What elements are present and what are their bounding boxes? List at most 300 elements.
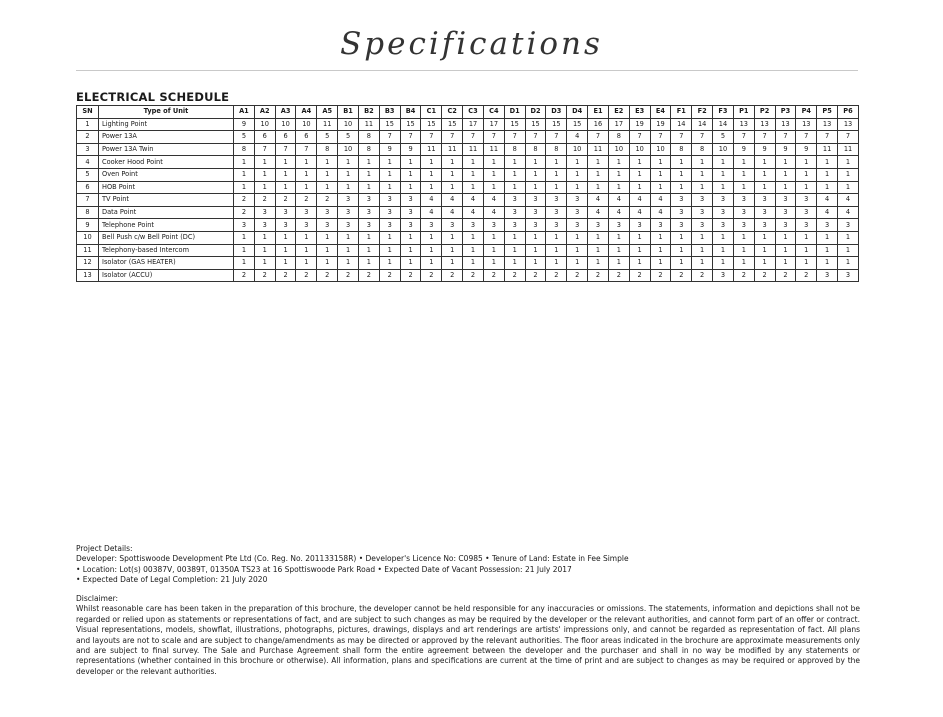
table-cell: 3 <box>358 219 379 232</box>
table-cell: 1 <box>421 181 442 194</box>
project-details-label: Project Details: <box>76 544 133 553</box>
table-cell: 1 <box>629 181 650 194</box>
table-cell: 1 <box>588 231 609 244</box>
table-cell: 1 <box>629 257 650 270</box>
table-cell: 10 <box>254 118 275 131</box>
table-row <box>77 194 859 207</box>
table-cell: 1 <box>775 231 796 244</box>
table-cell: 2 <box>483 269 504 282</box>
table-cell: 1 <box>483 231 504 244</box>
row-type: Telephone Point <box>99 219 234 232</box>
row-sn: 3 <box>77 143 99 156</box>
table-cell: 1 <box>421 168 442 181</box>
table-cell: 1 <box>275 244 296 257</box>
table-cell: 1 <box>838 181 859 194</box>
table-cell: 1 <box>442 257 463 270</box>
table-cell: 1 <box>379 156 400 169</box>
table-row <box>77 269 859 282</box>
table-cell: 1 <box>588 257 609 270</box>
table-cell: 1 <box>275 156 296 169</box>
table-cell: 2 <box>338 269 359 282</box>
header-unit: A5 <box>317 106 338 119</box>
table-cell: 1 <box>775 244 796 257</box>
table-cell: 8 <box>358 131 379 144</box>
table-cell: 1 <box>733 244 754 257</box>
table-cell: 2 <box>504 269 525 282</box>
table-cell: 3 <box>358 194 379 207</box>
table-row <box>77 131 859 144</box>
row-type: Telephony-based Intercom <box>99 244 234 257</box>
table-cell: 3 <box>400 206 421 219</box>
table-cell: 3 <box>733 219 754 232</box>
table-cell: 3 <box>671 206 692 219</box>
header-unit: F3 <box>713 106 734 119</box>
table-cell: 7 <box>671 131 692 144</box>
table-cell: 1 <box>567 257 588 270</box>
table-cell: 13 <box>775 118 796 131</box>
table-cell: 7 <box>775 131 796 144</box>
table-cell: 7 <box>733 131 754 144</box>
table-cell: 11 <box>483 143 504 156</box>
table-cell: 3 <box>358 206 379 219</box>
table-cell: 3 <box>254 206 275 219</box>
table-cell: 15 <box>504 118 525 131</box>
table-cell: 10 <box>713 143 734 156</box>
table-cell: 1 <box>504 257 525 270</box>
table-cell: 8 <box>317 143 338 156</box>
table-cell: 3 <box>754 194 775 207</box>
table-cell: 10 <box>608 143 629 156</box>
table-cell: 3 <box>254 219 275 232</box>
table-cell: 1 <box>234 257 255 270</box>
header-unit: D2 <box>525 106 546 119</box>
table-cell: 1 <box>296 257 317 270</box>
table-cell: 1 <box>713 257 734 270</box>
row-type: HOB Point <box>99 181 234 194</box>
table-cell: 1 <box>504 156 525 169</box>
table-cell: 4 <box>442 206 463 219</box>
table-cell: 7 <box>838 131 859 144</box>
table-cell: 1 <box>421 231 442 244</box>
table-cell: 3 <box>338 206 359 219</box>
table-cell: 9 <box>234 118 255 131</box>
table-cell: 1 <box>463 156 484 169</box>
table-cell: 1 <box>338 156 359 169</box>
table-cell: 1 <box>442 181 463 194</box>
table-cell: 1 <box>421 257 442 270</box>
table-cell: 1 <box>775 156 796 169</box>
table-cell: 1 <box>338 257 359 270</box>
row-type: Oven Point <box>99 168 234 181</box>
table-cell: 10 <box>567 143 588 156</box>
table-cell: 4 <box>483 194 504 207</box>
table-row <box>77 219 859 232</box>
row-type: TV Point <box>99 194 234 207</box>
table-cell: 1 <box>296 231 317 244</box>
table-cell: 1 <box>296 181 317 194</box>
table-header-row <box>77 106 859 119</box>
table-cell: 1 <box>338 168 359 181</box>
table-cell: 3 <box>775 219 796 232</box>
table-cell: 1 <box>504 168 525 181</box>
table-cell: 1 <box>692 156 713 169</box>
table-cell: 1 <box>650 244 671 257</box>
row-sn: 12 <box>77 257 99 270</box>
table-cell: 7 <box>588 131 609 144</box>
table-cell: 1 <box>754 181 775 194</box>
table-cell: 1 <box>650 257 671 270</box>
table-cell: 19 <box>629 118 650 131</box>
title-divider <box>76 70 858 71</box>
table-cell: 1 <box>421 244 442 257</box>
header-unit: C2 <box>442 106 463 119</box>
table-cell: 1 <box>692 231 713 244</box>
table-cell: 3 <box>567 206 588 219</box>
table-cell: 1 <box>400 244 421 257</box>
table-cell: 1 <box>796 244 817 257</box>
table-cell: 2 <box>421 269 442 282</box>
table-cell: 1 <box>671 257 692 270</box>
row-sn: 9 <box>77 219 99 232</box>
table-cell: 1 <box>775 168 796 181</box>
table-cell: 14 <box>671 118 692 131</box>
table-cell: 4 <box>817 194 838 207</box>
table-cell: 11 <box>817 143 838 156</box>
table-cell: 3 <box>483 219 504 232</box>
table-cell: 3 <box>400 194 421 207</box>
table-cell: 1 <box>817 231 838 244</box>
table-cell: 1 <box>796 168 817 181</box>
table-cell: 1 <box>358 156 379 169</box>
table-cell: 3 <box>525 219 546 232</box>
table-cell: 1 <box>234 156 255 169</box>
table-cell: 4 <box>817 206 838 219</box>
table-cell: 3 <box>671 219 692 232</box>
table-cell: 13 <box>733 118 754 131</box>
table-cell: 1 <box>817 257 838 270</box>
table-cell: 7 <box>275 143 296 156</box>
table-row <box>77 118 859 131</box>
table-cell: 3 <box>379 194 400 207</box>
table-cell: 1 <box>629 156 650 169</box>
table-cell: 1 <box>296 168 317 181</box>
table-cell: 5 <box>317 131 338 144</box>
table-cell: 3 <box>692 219 713 232</box>
table-cell: 1 <box>796 257 817 270</box>
row-type: Isolator (ACCU) <box>99 269 234 282</box>
table-cell: 3 <box>338 219 359 232</box>
table-cell: 6 <box>275 131 296 144</box>
table-cell: 3 <box>588 219 609 232</box>
header-unit: C4 <box>483 106 504 119</box>
table-cell: 4 <box>588 194 609 207</box>
header-sn: SN <box>77 106 99 119</box>
table-cell: 2 <box>234 194 255 207</box>
table-cell: 11 <box>421 143 442 156</box>
table-cell: 1 <box>817 181 838 194</box>
table-cell: 9 <box>754 143 775 156</box>
table-cell: 3 <box>421 219 442 232</box>
table-cell: 13 <box>796 118 817 131</box>
header-unit: P5 <box>817 106 838 119</box>
table-cell: 7 <box>629 131 650 144</box>
header-unit: B4 <box>400 106 421 119</box>
table-cell: 2 <box>234 206 255 219</box>
table-cell: 8 <box>546 143 567 156</box>
table-cell: 1 <box>358 181 379 194</box>
table-cell: 1 <box>650 156 671 169</box>
table-cell: 2 <box>754 269 775 282</box>
table-cell: 2 <box>296 269 317 282</box>
table-cell: 4 <box>650 194 671 207</box>
project-line-1: Developer: Spottiswoode Development Pte Ltd (Co. Reg. No. 201133158R) • Developer's Licence No: C0985 • Tenure of Land: Estate in Fee Simple <box>76 554 629 564</box>
table-cell: 2 <box>692 269 713 282</box>
row-sn: 5 <box>77 168 99 181</box>
table-cell: 4 <box>442 194 463 207</box>
table-cell: 3 <box>713 206 734 219</box>
table-cell: 8 <box>525 143 546 156</box>
table-cell: 1 <box>629 231 650 244</box>
table-cell: 2 <box>567 269 588 282</box>
table-cell: 8 <box>358 143 379 156</box>
table-cell: 1 <box>692 181 713 194</box>
table-cell: 1 <box>713 168 734 181</box>
table-cell: 1 <box>546 231 567 244</box>
table-cell: 3 <box>546 219 567 232</box>
table-cell: 15 <box>567 118 588 131</box>
row-type: Isolator (GAS HEATER) <box>99 257 234 270</box>
table-cell: 3 <box>692 206 713 219</box>
table-cell: 3 <box>754 219 775 232</box>
table-cell: 1 <box>317 168 338 181</box>
table-cell: 4 <box>838 206 859 219</box>
table-cell: 1 <box>692 244 713 257</box>
table-cell: 1 <box>358 244 379 257</box>
table-cell: 3 <box>796 194 817 207</box>
table-cell: 7 <box>400 131 421 144</box>
table-cell: 3 <box>317 219 338 232</box>
table-cell: 1 <box>629 168 650 181</box>
table-cell: 1 <box>692 257 713 270</box>
table-cell: 1 <box>338 181 359 194</box>
table-cell: 5 <box>713 131 734 144</box>
table-cell: 2 <box>650 269 671 282</box>
table-cell: 1 <box>525 168 546 181</box>
table-cell: 7 <box>421 131 442 144</box>
table-row <box>77 181 859 194</box>
table-cell: 2 <box>546 269 567 282</box>
table-cell: 7 <box>504 131 525 144</box>
table-cell: 2 <box>275 269 296 282</box>
table-cell: 1 <box>400 156 421 169</box>
table-cell: 8 <box>504 143 525 156</box>
table-cell: 2 <box>733 269 754 282</box>
table-cell: 1 <box>483 156 504 169</box>
table-cell: 1 <box>483 257 504 270</box>
header-unit: C3 <box>463 106 484 119</box>
table-row <box>77 206 859 219</box>
table-cell: 1 <box>567 231 588 244</box>
header-unit: D1 <box>504 106 525 119</box>
table-cell: 1 <box>254 156 275 169</box>
table-cell: 5 <box>338 131 359 144</box>
table-cell: 1 <box>733 231 754 244</box>
table-cell: 10 <box>275 118 296 131</box>
table-cell: 6 <box>296 131 317 144</box>
table-cell: 8 <box>234 143 255 156</box>
row-type: Bell Push c/w Bell Point (DC) <box>99 231 234 244</box>
table-row <box>77 257 859 270</box>
table-cell: 11 <box>442 143 463 156</box>
table-cell: 1 <box>525 244 546 257</box>
table-cell: 1 <box>692 168 713 181</box>
row-type: Data Point <box>99 206 234 219</box>
table-cell: 9 <box>400 143 421 156</box>
table-cell: 11 <box>358 118 379 131</box>
table-cell: 3 <box>713 219 734 232</box>
table-cell: 11 <box>588 143 609 156</box>
table-cell: 1 <box>317 231 338 244</box>
table-cell: 2 <box>442 269 463 282</box>
table-cell: 1 <box>442 231 463 244</box>
table-cell: 1 <box>754 168 775 181</box>
table-cell: 1 <box>338 244 359 257</box>
table-cell: 1 <box>442 168 463 181</box>
table-cell: 1 <box>671 156 692 169</box>
table-cell: 1 <box>671 244 692 257</box>
table-cell: 1 <box>567 181 588 194</box>
table-cell: 10 <box>338 143 359 156</box>
table-cell: 1 <box>588 168 609 181</box>
table-cell: 1 <box>608 244 629 257</box>
table-cell: 1 <box>234 168 255 181</box>
table-cell: 7 <box>296 143 317 156</box>
table-cell: 2 <box>775 269 796 282</box>
table-cell: 1 <box>817 168 838 181</box>
table-cell: 3 <box>629 219 650 232</box>
table-cell: 16 <box>588 118 609 131</box>
table-cell: 3 <box>400 219 421 232</box>
table-cell: 1 <box>317 244 338 257</box>
table-cell: 15 <box>442 118 463 131</box>
table-cell: 1 <box>713 156 734 169</box>
table-cell: 3 <box>713 194 734 207</box>
table-cell: 3 <box>275 219 296 232</box>
table-cell: 1 <box>317 156 338 169</box>
table-cell: 1 <box>483 168 504 181</box>
table-cell: 2 <box>608 269 629 282</box>
table-cell: 11 <box>838 143 859 156</box>
table-cell: 2 <box>629 269 650 282</box>
table-cell: 1 <box>463 181 484 194</box>
table-cell: 3 <box>379 219 400 232</box>
table-cell: 1 <box>608 257 629 270</box>
table-cell: 2 <box>254 194 275 207</box>
table-row <box>77 244 859 257</box>
table-cell: 3 <box>504 194 525 207</box>
table-cell: 1 <box>504 231 525 244</box>
table-cell: 4 <box>463 194 484 207</box>
table-cell: 1 <box>650 231 671 244</box>
table-cell: 1 <box>588 181 609 194</box>
disclaimer-label: Disclaimer: <box>76 594 119 603</box>
row-sn: 4 <box>77 156 99 169</box>
table-cell: 3 <box>796 219 817 232</box>
table-cell: 1 <box>483 244 504 257</box>
table-cell: 1 <box>525 181 546 194</box>
table-cell: 1 <box>234 244 255 257</box>
table-cell: 1 <box>275 231 296 244</box>
row-type: Power 13A <box>99 131 234 144</box>
table-cell: 1 <box>317 181 338 194</box>
table-cell: 6 <box>254 131 275 144</box>
table-cell: 1 <box>817 244 838 257</box>
table-cell: 10 <box>650 143 671 156</box>
header-unit: A3 <box>275 106 296 119</box>
table-cell: 1 <box>733 156 754 169</box>
table-cell: 13 <box>754 118 775 131</box>
table-cell: 1 <box>567 168 588 181</box>
table-cell: 15 <box>546 118 567 131</box>
table-cell: 15 <box>421 118 442 131</box>
table-cell: 1 <box>358 257 379 270</box>
header-unit: E2 <box>608 106 629 119</box>
table-cell: 1 <box>275 257 296 270</box>
row-sn: 6 <box>77 181 99 194</box>
table-cell: 1 <box>546 181 567 194</box>
table-cell: 1 <box>838 168 859 181</box>
table-cell: 1 <box>442 244 463 257</box>
table-cell: 3 <box>733 194 754 207</box>
table-cell: 3 <box>379 206 400 219</box>
table-cell: 1 <box>608 168 629 181</box>
table-cell: 17 <box>608 118 629 131</box>
table-cell: 4 <box>567 131 588 144</box>
header-unit: P2 <box>754 106 775 119</box>
table-cell: 13 <box>817 118 838 131</box>
table-cell: 1 <box>463 168 484 181</box>
table-cell: 10 <box>629 143 650 156</box>
table-cell: 1 <box>733 181 754 194</box>
table-cell: 3 <box>671 194 692 207</box>
table-cell: 2 <box>400 269 421 282</box>
table-cell: 1 <box>442 156 463 169</box>
project-details <box>76 544 860 586</box>
header-unit: F1 <box>671 106 692 119</box>
table-cell: 3 <box>338 194 359 207</box>
table-cell: 1 <box>713 231 734 244</box>
table-row <box>77 156 859 169</box>
table-cell: 2 <box>525 269 546 282</box>
table-cell: 1 <box>254 257 275 270</box>
table-cell: 10 <box>296 118 317 131</box>
header-unit: B1 <box>338 106 359 119</box>
table-cell: 15 <box>525 118 546 131</box>
table-cell: 1 <box>546 257 567 270</box>
table-cell: 3 <box>463 219 484 232</box>
table-cell: 7 <box>796 131 817 144</box>
row-sn: 2 <box>77 131 99 144</box>
table-cell: 2 <box>671 269 692 282</box>
table-cell: 3 <box>817 269 838 282</box>
table-cell: 2 <box>296 194 317 207</box>
table-cell: 1 <box>546 156 567 169</box>
table-cell: 3 <box>442 219 463 232</box>
table-cell: 1 <box>608 156 629 169</box>
table-cell: 7 <box>754 131 775 144</box>
table-cell: 1 <box>754 257 775 270</box>
table-cell: 15 <box>400 118 421 131</box>
